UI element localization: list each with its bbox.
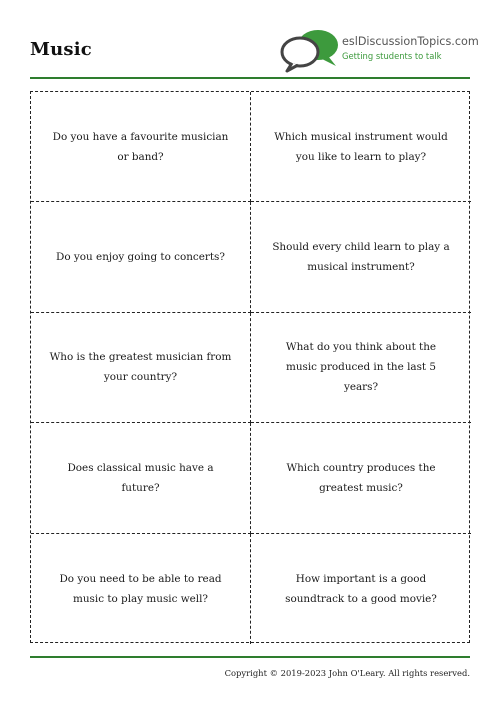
brand-tagline: Getting students to talk — [342, 51, 442, 61]
speech-bubbles-icon — [280, 28, 340, 74]
brand-name: eslDiscussionTopics.com — [342, 35, 479, 48]
footer-rule — [30, 656, 470, 658]
question-card-grid — [30, 91, 470, 643]
question-text: Does classical music have a future? — [67, 461, 214, 494]
header-rule — [30, 77, 470, 79]
question-card — [251, 423, 471, 533]
site-logo — [280, 28, 479, 74]
question-card — [31, 423, 251, 533]
question-card — [251, 313, 471, 423]
header — [30, 28, 479, 76]
question-text: Do you enjoy going to concerts? — [56, 251, 225, 264]
question-card — [251, 202, 471, 312]
question-text: Do you need to be able to read music to play music well? — [59, 572, 222, 605]
question-text: How important is a good soundtrack to a good movie? — [285, 572, 437, 605]
question-card — [31, 202, 251, 312]
question-card — [31, 313, 251, 423]
question-text: What do you think about the music produced in the last 5 years? — [285, 341, 437, 394]
copyright-notice: Copyright © 2019-2023 John O'Leary. All rights reserved. — [224, 668, 470, 678]
question-text: Who is the greatest musician from your country? — [49, 351, 232, 384]
page-title: Music — [30, 39, 92, 60]
question-card — [31, 534, 251, 644]
question-card — [251, 534, 471, 644]
question-text: Which musical instrument would you like to learn to play? — [274, 130, 448, 163]
question-card — [31, 92, 251, 202]
question-text: Do you have a favourite musician or band? — [52, 130, 229, 163]
question-card — [251, 92, 471, 202]
question-text: Which country produces the greatest music? — [286, 461, 436, 494]
question-text: Should every child learn to play a musical instrument? — [272, 241, 450, 274]
